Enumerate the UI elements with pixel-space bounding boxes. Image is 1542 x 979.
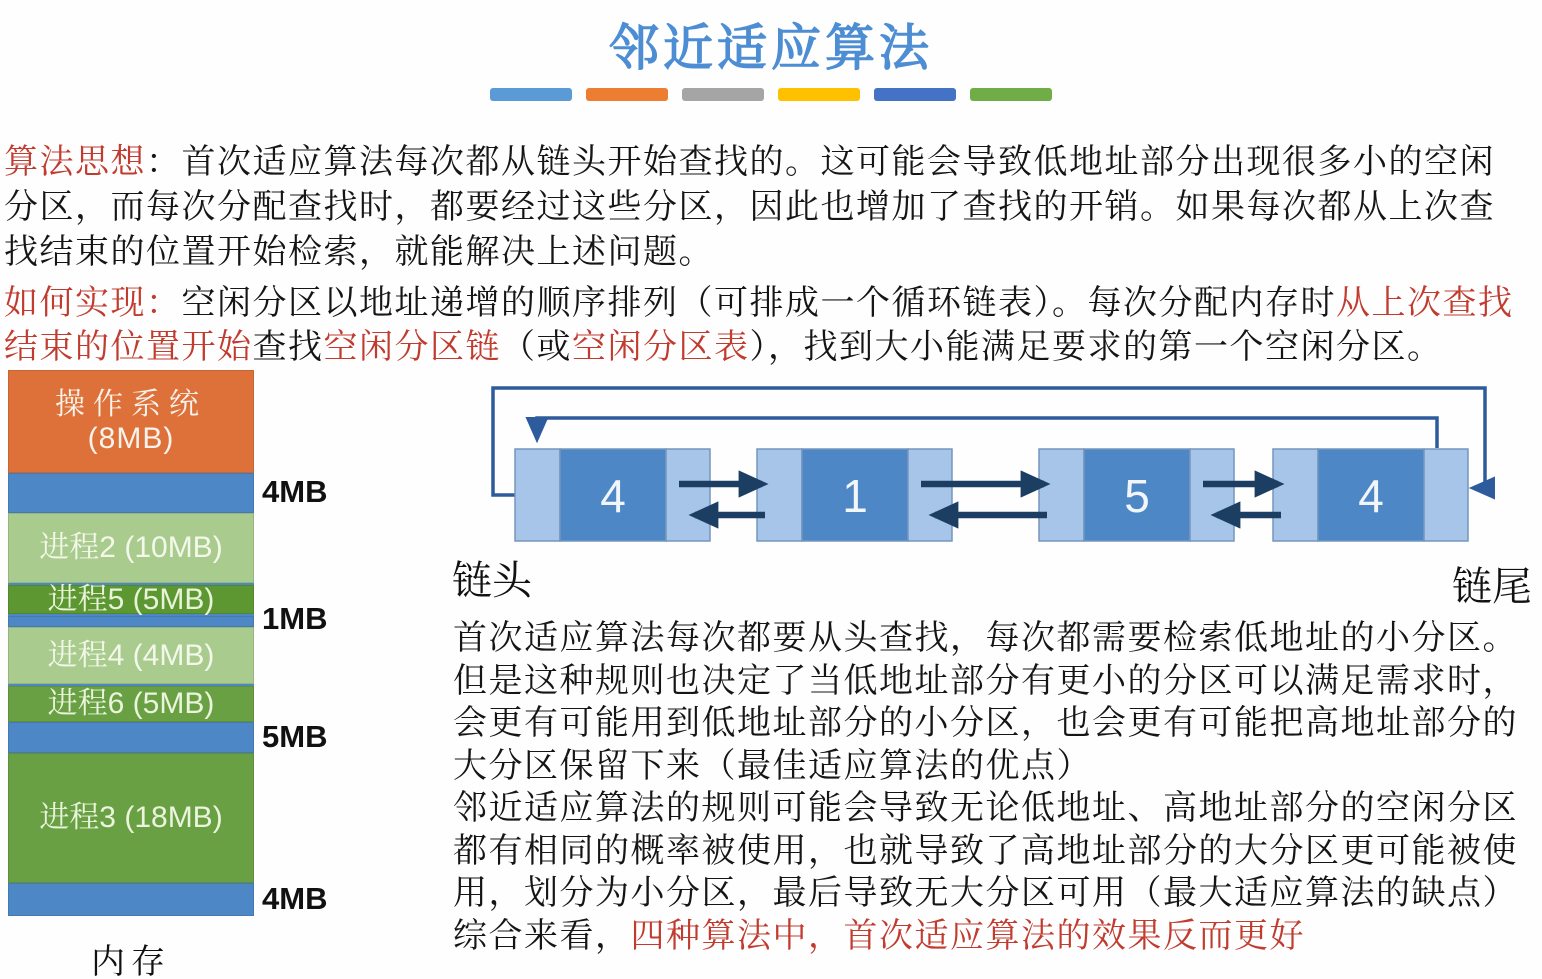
free-size-label: 1MB xyxy=(262,601,328,636)
free-size-label: 4MB xyxy=(262,474,328,509)
list-node xyxy=(757,449,952,541)
node-value: 4 xyxy=(600,470,626,522)
analysis-paragraph-next-fit: 邻近适应算法的规则可能会导致无论低地址、高地址部分的空闲分区都有相同的概率被使用，也就导致了高地址部分的大分区更可能被使用，划分为小分区，最后导致无大分区可用（最大适应算法的缺点） xyxy=(453,790,1518,912)
how-seg3: 查找 xyxy=(252,329,324,366)
divider-bar-blue xyxy=(490,88,572,101)
how-seg7: ），找到大小能满足要求的第一个空闲分区。 xyxy=(749,329,1443,366)
page-title: 邻近适应算法 xyxy=(609,20,933,76)
divider-bars xyxy=(0,88,1542,101)
how-seg1: 空闲分区以地址递增的顺序排列（可排成一个循环链表）。每次分配内存时 xyxy=(181,285,1336,322)
how-seg2-red: 从上次查找结束的位置开始 xyxy=(4,285,1514,366)
chain-head-label: 链头 xyxy=(452,558,532,603)
memory-block-label: 操作系统 xyxy=(55,387,207,421)
how-seg5: （或 xyxy=(501,329,572,366)
memory-caption: 内存 xyxy=(91,944,171,979)
free-size-label: 4MB xyxy=(262,881,328,916)
memory-block-label: 进程2 (10MB) xyxy=(39,531,223,564)
idea-label: 算法思想 xyxy=(4,144,146,181)
how-seg4-red: 空闲分区链 xyxy=(323,329,501,366)
memory-block-process xyxy=(8,627,254,684)
memory-block-process xyxy=(8,753,254,883)
loop-link-tail-to-head xyxy=(537,418,1437,448)
how-label: 如何实现： xyxy=(4,285,182,322)
memory-block-free xyxy=(8,883,254,916)
divider-bar-orange xyxy=(586,88,668,101)
memory-block-process xyxy=(8,583,254,616)
paragraph-how xyxy=(4,282,1526,370)
node-value: 1 xyxy=(842,470,868,522)
divider-bar-navy xyxy=(874,88,956,101)
memory-block-label: 进程5 (5MB) xyxy=(47,582,215,616)
idea-colon: ： xyxy=(146,144,182,181)
node-value: 5 xyxy=(1124,470,1150,522)
divider-bar-yellow xyxy=(778,88,860,101)
memory-block-free xyxy=(8,616,254,627)
paragraph-idea xyxy=(4,140,1526,275)
linked-list-diagram xyxy=(440,372,1542,612)
list-node xyxy=(515,449,710,541)
analysis-paragraph-conclusion xyxy=(453,916,1533,959)
memory-block-process xyxy=(8,684,254,722)
memory-block-label: 进程3 (18MB) xyxy=(39,801,223,834)
divider-bar-green xyxy=(970,88,1052,101)
analysis-text xyxy=(453,618,1533,958)
conclusion-prefix: 综合来看， xyxy=(453,917,631,955)
analysis-paragraph-first-fit: 首次适应算法每次都要从头查找，每次都需要检索低地址的小分区。但是这种规则也决定了当低地址部分有更小的分区可以满足需求时，会更有可能用到低地址部分的小分区，也会更有可能把高地址部分的大分区保留下来（最佳适应算法的优点） xyxy=(453,620,1518,785)
conclusion-highlight: 四种算法中，首次适应算法的效果反而更好 xyxy=(630,917,1305,955)
memory-block-os xyxy=(8,370,254,473)
idea-body: 首次适应算法每次都从链头开始查找的。这可能会导致低地址部分出现很多小的空闲分区，而每次分配查找时，都要经过这些分区，因此也增加了查找的开销。如果每次都从上次查找结束的位置开始检索，就能解决上述问题。 xyxy=(4,144,1495,271)
divider-bar-gray xyxy=(682,88,764,101)
free-size-label: 5MB xyxy=(262,719,328,754)
how-seg6-red: 空闲分区表 xyxy=(572,329,750,366)
node-value: 4 xyxy=(1358,470,1384,522)
list-node xyxy=(1273,449,1468,541)
list-node xyxy=(1039,449,1234,541)
memory-block-process xyxy=(8,513,254,583)
memory-block-label: 进程6 (5MB) xyxy=(47,687,215,720)
memory-block-sublabel: (8MB) xyxy=(87,421,175,455)
chain-tail-label: 链尾 xyxy=(1452,564,1532,609)
memory-diagram xyxy=(8,370,254,916)
memory-block-free xyxy=(8,473,254,513)
memory-block-label: 进程4 (4MB) xyxy=(47,638,215,672)
memory-block-free xyxy=(8,722,254,753)
